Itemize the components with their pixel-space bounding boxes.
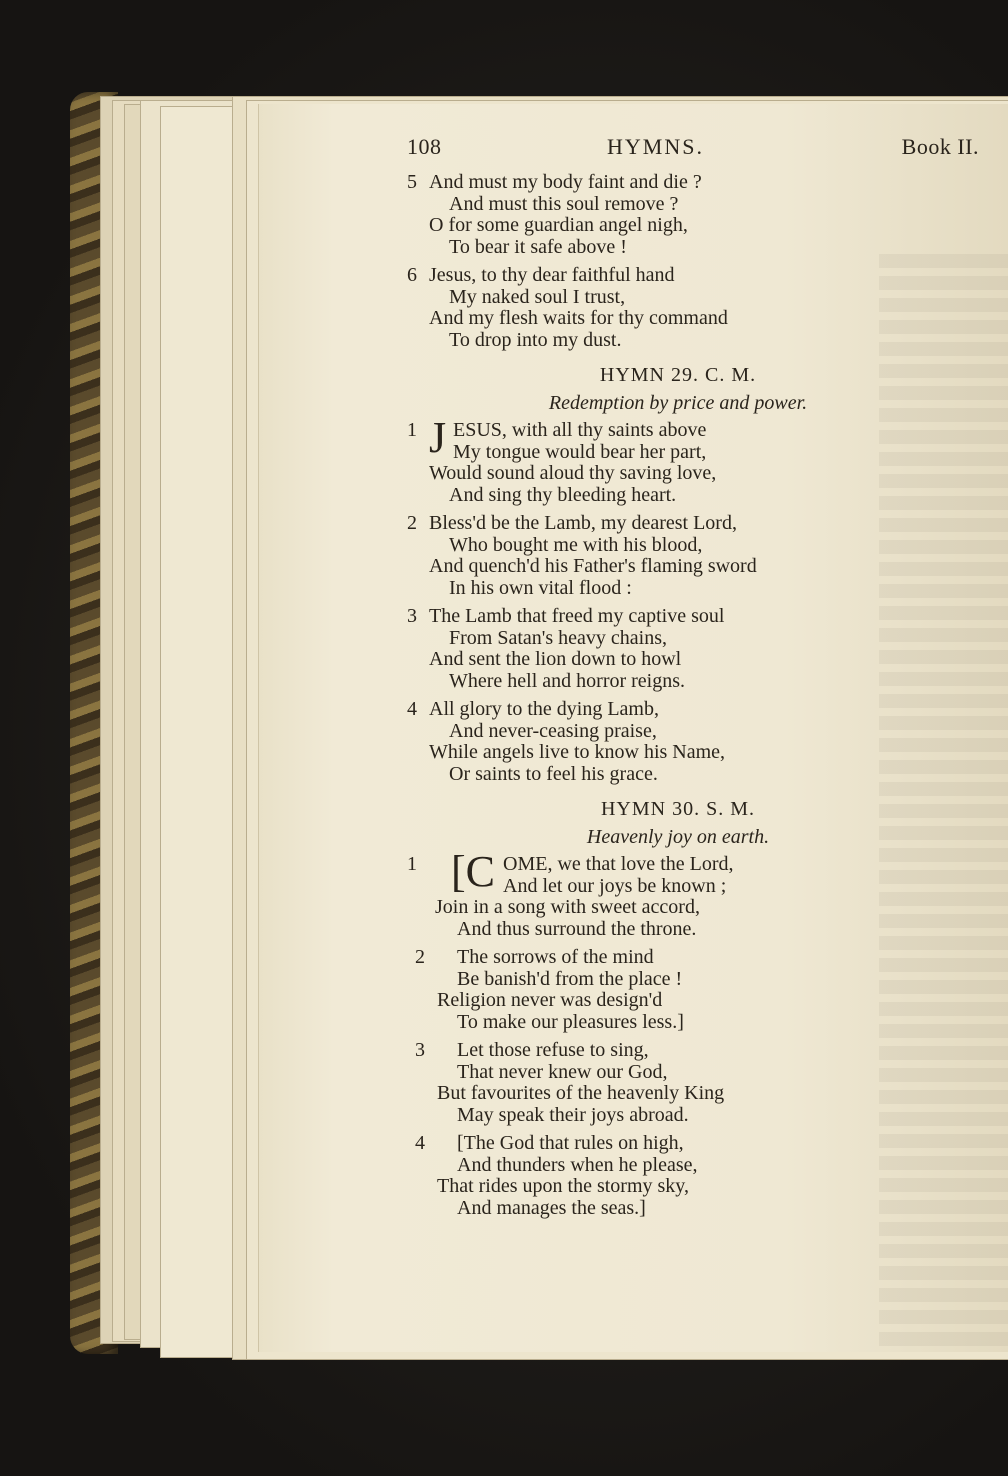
- verse-line: Let those refuse to sing,: [457, 1039, 649, 1061]
- stanza: [407, 513, 909, 599]
- stanza-number: 4: [415, 1132, 425, 1154]
- verse-line: To bear it safe above !: [449, 235, 627, 258]
- verse-line: The sorrows of the mind: [457, 946, 654, 968]
- stanza: [407, 265, 909, 351]
- verse-line: O for some guardian angel nigh,: [429, 214, 688, 236]
- page-number: 108: [407, 134, 442, 159]
- stanza: [407, 606, 909, 692]
- hymn-title: HYMN 30. S. M.: [600, 798, 756, 820]
- verse-line: That rides upon the stormy sky,: [437, 1175, 690, 1197]
- verse-line: My naked soul I trust,: [449, 285, 626, 308]
- verse-line: All glory to the dying Lamb,: [429, 698, 659, 720]
- stanza-number: 5: [407, 171, 417, 193]
- stanza-number: 1: [407, 419, 417, 441]
- stanza: [407, 172, 909, 258]
- verse-line: Religion never was design'd: [437, 989, 663, 1011]
- hymn-subtitle: Heavenly joy on earth.: [586, 825, 770, 848]
- drop-cap: J: [429, 413, 447, 462]
- verse-line: May speak their joys abroad.: [457, 1103, 689, 1126]
- verse-line: While angels live to know his Name,: [429, 741, 726, 763]
- stanza-number: 1: [407, 853, 417, 875]
- verse-line: But favourites of the heavenly King: [437, 1082, 725, 1104]
- verse-line: And quench'd his Father's flaming sword: [429, 555, 757, 577]
- verse-line: And let our joys be known ;: [503, 874, 727, 897]
- stanza-number: 3: [407, 605, 417, 627]
- stanza-number: 6: [407, 264, 417, 286]
- verse-line: And sing thy bleeding heart.: [449, 483, 677, 506]
- hymn-subtitle: Redemption by price and power.: [548, 391, 808, 414]
- stanza: [407, 947, 909, 1033]
- verse-line: From Satan's heavy chains,: [449, 626, 668, 649]
- book-page: [258, 104, 1008, 1352]
- stanza-number: 2: [415, 946, 425, 968]
- verse-line: And manages the seas.]: [457, 1196, 646, 1219]
- verse-line: ESUS, with all thy saints above: [453, 419, 707, 441]
- stanza: [407, 1040, 909, 1126]
- verse-line: And thunders when he please,: [457, 1153, 698, 1176]
- verse-line: Jesus, to thy dear faithful hand: [429, 264, 675, 286]
- verse-line: In his own vital flood :: [449, 576, 632, 599]
- stanza-number: 3: [415, 1039, 425, 1061]
- verse-line: To drop into my dust.: [449, 328, 622, 351]
- verse-line: Who bought me with his blood,: [449, 533, 703, 556]
- verse-line: OME, we that love the Lord,: [503, 853, 734, 875]
- verse-line: Be banish'd from the place !: [457, 967, 683, 990]
- verse-line: That never knew our God,: [457, 1060, 668, 1083]
- verse-line: [The God that rules on high,: [457, 1132, 684, 1154]
- verse-line: And thus surround the throne.: [457, 917, 697, 940]
- verse-line: And never-ceasing praise,: [449, 719, 657, 742]
- verse-line: And my flesh waits for thy command: [429, 307, 728, 329]
- stanza: [407, 847, 909, 940]
- stanza: [407, 413, 909, 506]
- verse-line: Where hell and horror reigns.: [449, 669, 686, 692]
- running-title: HYMNS.: [607, 134, 704, 159]
- verse-line: And must this soul remove ?: [449, 192, 679, 215]
- hymn-title: HYMN 29. C. M.: [599, 364, 757, 386]
- stanza: [407, 1133, 909, 1219]
- verse-line: My tongue would bear her part,: [453, 440, 707, 463]
- verse-line: The Lamb that freed my captive soul: [429, 605, 725, 627]
- stanza-number: 4: [407, 698, 417, 720]
- page-text: [407, 172, 909, 1226]
- page-header: [407, 134, 979, 164]
- stanza: [407, 699, 909, 785]
- stanza-number: 2: [407, 512, 417, 534]
- book-label: Book II.: [901, 134, 979, 159]
- drop-cap: [C: [451, 847, 495, 896]
- verse-line: Would sound aloud thy saving love,: [429, 462, 717, 484]
- verse-line: And sent the lion down to howl: [429, 648, 682, 670]
- verse-line: Bless'd be the Lamb, my dearest Lord,: [429, 512, 737, 534]
- verse-line: Join in a song with sweet accord,: [435, 896, 700, 918]
- verse-line: Or saints to feel his grace.: [449, 762, 658, 785]
- verse-line: To make our pleasures less.]: [457, 1010, 684, 1033]
- verse-line: And must my body faint and die ?: [429, 171, 702, 193]
